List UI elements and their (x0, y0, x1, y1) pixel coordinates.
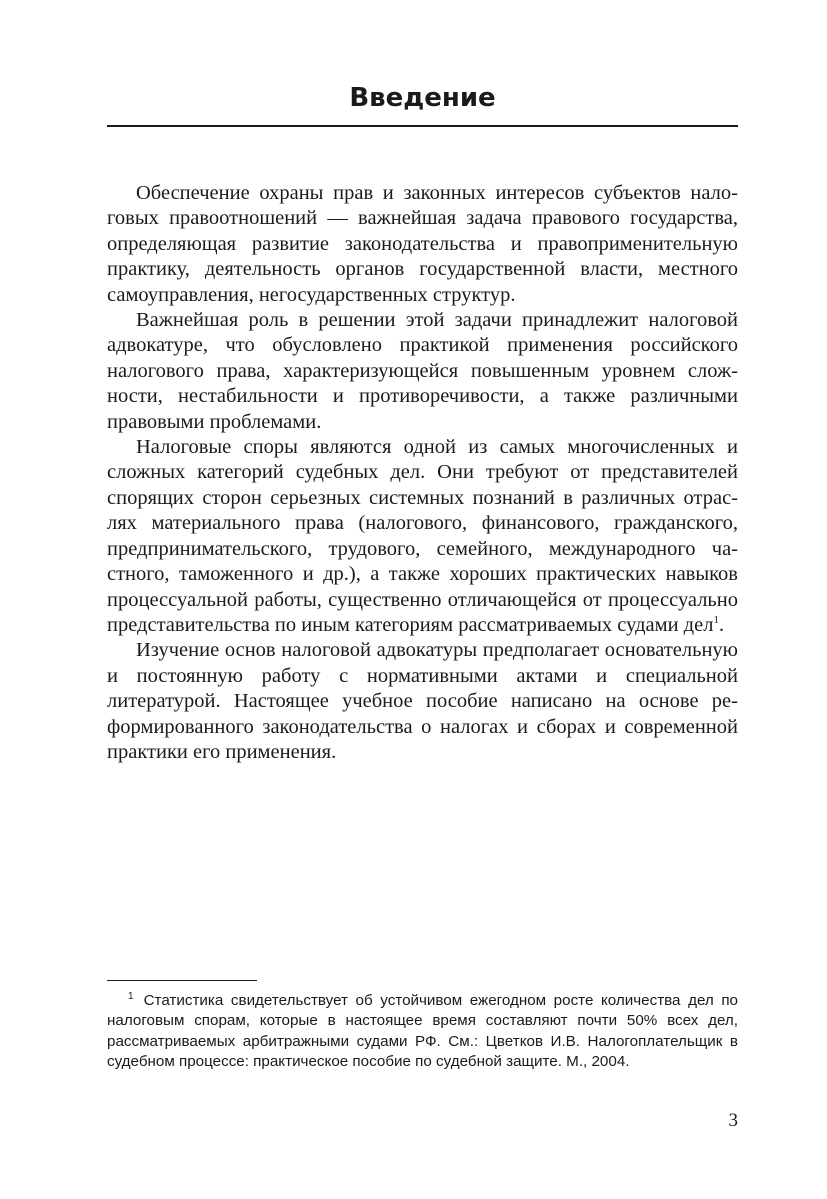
paragraph-3-text: Налоговые споры являются одной из самых многочисленных и сложных категорий судебных дел. Они требуют от представителей спорящих сторон серьезных системных познаний в различных отраслях материального права (налогового, финансового, гражданского, предпринимательского, трудового, семейного, международного частного, таможенного и др.), а также хороших практических навыков процессуальной работы, существенно отличающейся от процессуально представительства по иным категориям рассматриваемых судами дел (107, 436, 738, 636)
page-number: 3 (728, 1110, 738, 1131)
page-title: Введение (349, 83, 496, 113)
paragraph-1: Обеспечение охраны прав и законных интересов субъектов налоговых правоотношений — важнейшая задача правового государства, определяющая развитие законодательства и правоприменительную практику, деятельность органов государственной власти, местного самоуправления, негосударственных структур. (107, 182, 738, 306)
footnote-marker: 1 (128, 990, 134, 1002)
paragraph-2: Важнейшая роль в решении этой задачи принадлежит налоговой адвокатуре, что обусловлено практикой применения российского налогового права, характеризующейся повышенным уровнем сложности, нестабильности и противоречивости, а также различными правовыми проблемами. (107, 309, 738, 433)
footnote-reference[interactable]: 1 (713, 614, 719, 627)
footnote (107, 991, 738, 1073)
footnote-text: Статистика свидетельствует об устойчивом ежегодном росте количества дел по налоговым спорам, которые в настоящее время составляют почти 50% всех дел, рассматриваемых арбитражными судами РФ. См.: Цветков И.В. Налогоплательщик в судебном процессе: практическое пособие по судебной защите. М., 2004. (107, 992, 738, 1071)
title-divider (107, 125, 738, 127)
footnote-divider (107, 980, 257, 981)
paragraph-4: Изучение основ налоговой адвокатуры предполагает основательную и постоянную работу с нормативными актами и специальной литературой. Настоящее учебное пособие написано на основе реформированного законодательства о налогах и сборах и современной практики его применения. (107, 639, 738, 763)
paragraph-3: Налоговые споры являются одной из самых многочисленных и сложных категорий судебных дел. Они требуют от представителей спорящих сторон серьезных системных познаний в различных отраслях материального права (налогового, финансового, гражданского, предпринимательского, трудового, семейного, международного частного, таможенного и др.), а также хороших практических навыков процессуальной работы, существенно отличающейся от процессуально представительства по иным категориям рассматриваемых судами дел$^1$. (107, 436, 738, 636)
main-text (107, 181, 738, 765)
